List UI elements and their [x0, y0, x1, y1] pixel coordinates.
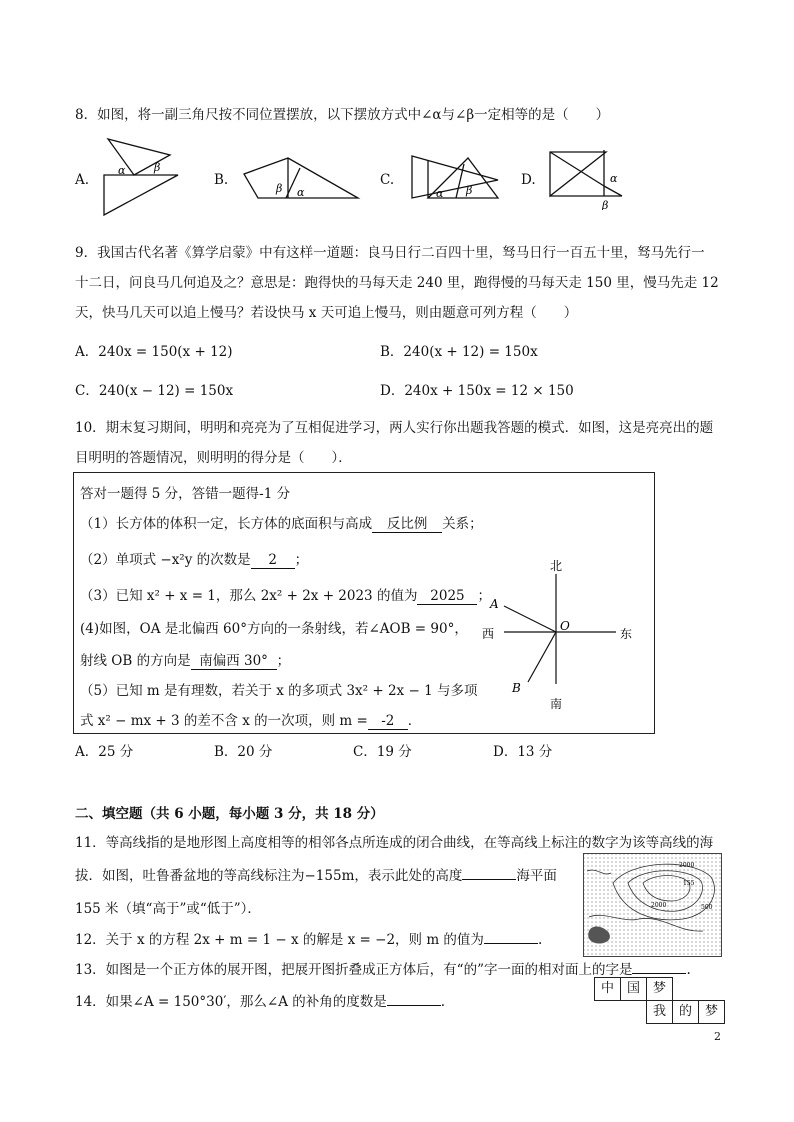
net-cell-guo: 国: [620, 977, 647, 1001]
map-label-c: 500: [701, 904, 713, 911]
q8-c-alpha: α: [436, 187, 444, 200]
compass-west-label: 西: [482, 627, 495, 641]
net-cell-de: 的: [672, 1000, 699, 1024]
q10-item-3: [80, 584, 491, 605]
q10-rule: 答对一题得 5 分，答错一题得-1 分: [80, 486, 291, 502]
q10-option-a[interactable]: A．25 分: [75, 744, 134, 760]
q8-option-c-label[interactable]: C.: [380, 172, 395, 188]
compass-point-b: B: [512, 681, 521, 695]
q10-item-1-tail: 关系；: [442, 516, 483, 532]
q14-tail: .: [440, 994, 446, 1010]
q12-blank[interactable]: [484, 943, 538, 944]
q9-option-c[interactable]: C．240(x − 12) = 150x: [75, 383, 234, 399]
q8-option-d-label[interactable]: D.: [521, 172, 536, 188]
net-cell-meng-1: 梦: [646, 977, 673, 1001]
q13: [75, 958, 691, 978]
compass-north-label: 北: [550, 559, 563, 573]
q10-item-5-text: 式 x² − mx + 3 的差不含 x 的一次项，则 m =: [80, 713, 368, 729]
q10-item-4-text: 射线 OB 的方向是: [80, 653, 191, 669]
q10-item-2-text: （2）单项式 −x²y 的次数是: [80, 552, 251, 568]
q9-option-d[interactable]: D．240x + 150x = 12 × 150: [380, 383, 574, 399]
q11-contour-map: [583, 853, 722, 957]
compass-point-a: A: [490, 597, 499, 611]
q8-figure-d: [546, 146, 628, 210]
compass-south-label: 南: [550, 697, 563, 711]
q8-figure-c: [408, 150, 504, 202]
q9-line3: 天，快马几天可以追上慢马？若设快马 x 天可追上慢马，则由题意可列方程（ ）: [75, 305, 578, 321]
q14-text: 14．如果∠A = 150°30′，那么∠A 的补角的度数是: [75, 994, 387, 1010]
q10-item-3-answer: 2025: [417, 588, 477, 605]
q10-option-c[interactable]: C．19 分: [353, 744, 412, 760]
q10-option-b[interactable]: B．20 分: [214, 744, 273, 760]
q13-blank[interactable]: [632, 973, 686, 974]
q8-b-alpha: α: [297, 186, 305, 199]
q11-line2: [75, 864, 557, 884]
q11-line2-tail: 海平面: [516, 868, 557, 884]
map-label-d: 2000: [651, 902, 667, 909]
q10-item-5-line2: [80, 709, 421, 730]
net-cell-zhong: 中: [594, 977, 621, 1001]
q12-text: 12．关于 x 的方程 2x + m = 1 − x 的解是 x = −2，则 m 的值为: [75, 932, 484, 948]
q8-a-alpha: α: [118, 164, 126, 177]
q8-b-beta: β: [276, 182, 283, 195]
q10-item-1-answer: 反比例: [372, 512, 442, 533]
q10-item-4-answer: 南偏西 30°: [191, 649, 277, 670]
q13-tail: .: [686, 962, 691, 978]
q10-item-5-answer: -2: [368, 713, 408, 730]
q8-c-beta: β: [466, 184, 473, 197]
compass-east-label: 东: [620, 627, 633, 641]
q10-item-4-tail: ；: [276, 653, 291, 669]
q10-line1: 10．期末复习期间，明明和亮亮为了互相促进学习，两人实行你出题我答题的模式．如图，这是亮亮出的题: [75, 420, 714, 436]
q10-item-4-line1: (4)如图，OA 是北偏西 60°方向的一条射线，若∠AOB = 90°，: [80, 621, 468, 637]
q11-line3: 155 米（填“高于”或“低于”）．: [75, 901, 261, 917]
q9-line2: 十二日，问良马几何追及之？意思是：跑得快的马每天走 240 里，跑得慢的马每天走 150 里，慢马先走 12: [75, 275, 719, 291]
q10-item-1-text: （1）长方体的体积一定，长方体的底面积与高成: [80, 516, 373, 532]
q8-d-beta: β: [602, 199, 609, 210]
q10-item-3-tail: ；: [477, 588, 491, 604]
q11-line2-text: 拔．如图，吐鲁番盆地的等高线标注为−155m，表示此处的高度: [75, 868, 463, 884]
q10-option-d[interactable]: D．13 分: [493, 744, 553, 760]
q8-figure-b: [240, 152, 364, 202]
page-number: 2: [714, 1030, 721, 1043]
q8-stem: 8．如图，将一副三角尺按不同位置摆放，以下摆放方式中∠α与∠β一定相等的是（ ）: [75, 107, 610, 123]
q8-option-a-label[interactable]: A.: [75, 172, 90, 188]
q13-text: 13．如图是一个正方体的展开图，把展开图折叠成正方体后，有“的”字一面的相对面上的字是: [75, 962, 633, 978]
q9-option-a[interactable]: A．240x = 150(x + 12): [75, 344, 233, 360]
q10-item-1: [80, 512, 483, 533]
q9-option-b[interactable]: B．240(x + 12) = 150x: [380, 344, 538, 360]
q10-item-5-line1: （5）已知 m 是有理数，若关于 x 的多项式 3x² + 2x − 1 与多项: [80, 683, 478, 699]
q10-line2: 目明明的答题情况，则明明的得分是（ ）．: [75, 450, 352, 466]
map-label-a: 2000: [679, 862, 695, 869]
q14: [75, 990, 445, 1010]
compass-point-o: O: [560, 619, 570, 633]
q11-blank[interactable]: [462, 879, 516, 880]
q12-tail: .: [537, 932, 543, 948]
q8-d-alpha: α: [610, 172, 618, 185]
q12: [75, 928, 542, 948]
q10-item-3-text: （3）已知 x² + x = 1，那么 2x² + 2x + 2023 的值为: [80, 588, 418, 604]
q9-line1: 9．我国古代名著《算学启蒙》中有这样一道题：良马日行二百四十里，驽马日行一百五十里，驽马先行一: [75, 245, 705, 261]
q10-item-2-tail: ；: [294, 552, 309, 568]
q10-item-2: [80, 548, 308, 569]
net-cell-meng-2: 梦: [698, 1000, 725, 1024]
net-cell-wo: 我: [646, 1000, 673, 1024]
q8-a-beta: β: [154, 161, 161, 174]
q8-figure-a: [98, 135, 182, 220]
q10-item-4-line2: [80, 649, 290, 670]
q10-item-2-answer: 2: [251, 552, 295, 569]
map-label-b: 155: [683, 880, 695, 887]
q8-option-b-label[interactable]: B.: [214, 172, 229, 188]
q14-blank[interactable]: [387, 1005, 441, 1006]
section-2-title: 二、填空题（共 6 小题，每小题 3 分，共 18 分）: [75, 806, 384, 822]
q10-compass-figure: [476, 556, 646, 714]
q10-item-5-tail: ．: [407, 713, 422, 729]
q11-line1: 11．等高线指的是地形图上高度相等的相邻各点所连成的闭合曲线，在等高线上标注的数字为该等高线的海: [75, 835, 714, 851]
